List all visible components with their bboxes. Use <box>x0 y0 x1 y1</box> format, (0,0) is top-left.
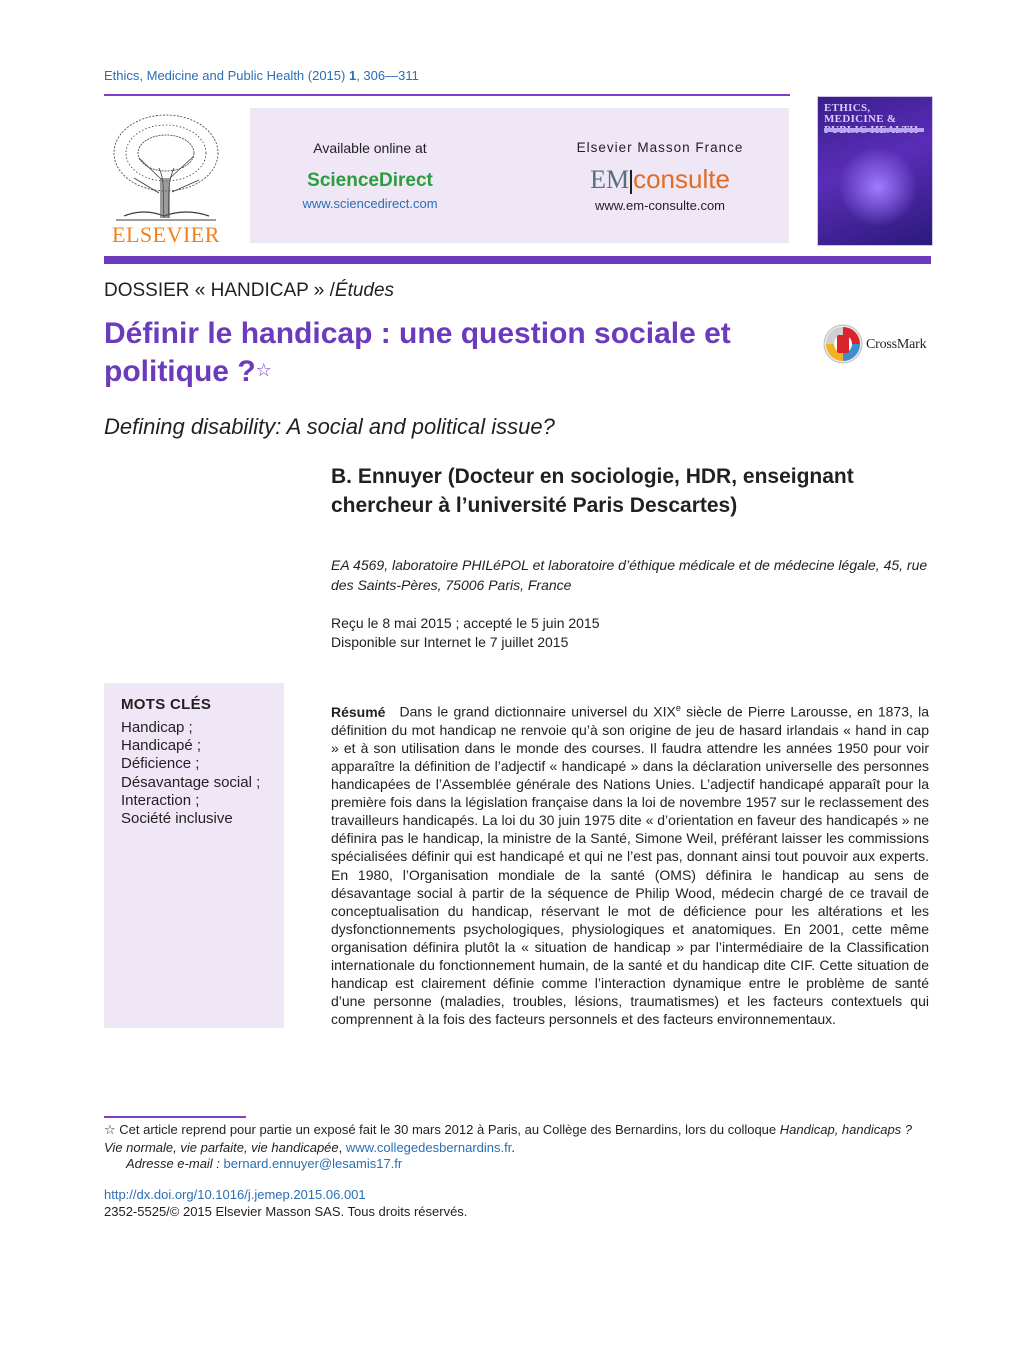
header-rule-top <box>104 94 790 96</box>
em-logo-divider <box>630 170 632 194</box>
emc-publisher-label: Elsevier Masson France <box>576 140 744 155</box>
cover-title: ETHICS, MEDICINE & <box>824 102 897 125</box>
journal-pages: , 306—311 <box>356 68 419 83</box>
journal-citation: Ethics, Medicine and Public Health (2015) <box>104 68 349 83</box>
author-affiliation: EA 4569, laboratoire PHILéPOL et laboratoire d’éthique médicale et de médecine légale, 45, rue des Saints-Pères, 75006 Paris, France <box>331 557 928 593</box>
issn-copyright: 2352-5525/© 2015 Elsevier Masson SAS. Tous droits réservés. <box>104 1204 468 1219</box>
bernardins-link[interactable]: www.collegedesbernardins.fr <box>345 1140 512 1155</box>
crossmark-label[interactable]: CrossMark <box>866 337 927 352</box>
received-accepted-dates: Reçu le 8 mai 2015 ; accepté le 5 juin 2015 <box>331 615 600 631</box>
keyword-item: Interaction ; <box>121 791 200 809</box>
keyword-item: Handicap ; <box>121 719 193 736</box>
section-label <box>104 280 394 302</box>
keyword-item: Société inclusive <box>121 810 233 828</box>
journal-reference[interactable] <box>104 68 419 83</box>
author-email-link[interactable]: bernard.ennuyer@lesamis17.fr <box>223 1156 403 1171</box>
footnote-text: Cet article reprend pour partie un exposé fait le 30 mars 2012 à Paris, au Collège des Bernardins, lors du colloque <box>115 1122 780 1137</box>
consulte-logo-part: consulte <box>633 164 730 194</box>
doi-link[interactable]: http://dx.doi.org/10.1016/j.jemep.2015.06.001 <box>104 1187 366 1202</box>
footnote-separator: , <box>338 1140 346 1155</box>
article-title <box>104 315 804 391</box>
footnote <box>104 1121 932 1157</box>
cover-graphic <box>838 147 918 227</box>
available-online-label: Available online at <box>313 140 427 156</box>
journal-volume: 1 <box>348 68 357 83</box>
title-footnote-mark[interactable]: ☆ <box>255 360 272 380</box>
email-label: Adresse e-mail : <box>126 1156 220 1171</box>
em-consulte-link[interactable]: www.em-consulte.com <box>594 198 726 213</box>
keyword-item: Déficience ; <box>121 755 200 773</box>
em-consulte-logo[interactable] <box>550 164 770 195</box>
keyword-item: Désavantage social ; <box>121 773 261 791</box>
header-rule-bottom <box>104 256 931 264</box>
email-line <box>126 1155 402 1173</box>
cover-subtitle-bar <box>824 128 924 132</box>
section-category: Études <box>334 280 395 301</box>
header-band <box>250 108 789 243</box>
footnote-rule <box>104 1116 246 1118</box>
em-logo-part: EM <box>590 165 630 194</box>
keywords-box <box>104 683 284 1028</box>
abstract-label: Résumé <box>331 703 386 720</box>
keywords-list <box>121 719 260 828</box>
abstract-superscript: e <box>675 703 681 713</box>
article-subtitle: Defining disability: A social and political issue? <box>104 414 555 439</box>
article-title-text: Définir le handicap : une question sociale et politique ? <box>104 317 731 388</box>
section-dossier: DOSSIER « HANDICAP » / <box>104 280 335 301</box>
article-dates <box>331 614 931 652</box>
keyword-item: Handicapé ; <box>121 737 202 755</box>
elsevier-wordmark: ELSEVIER <box>112 222 220 247</box>
online-availability-date: Disponible sur Internet le 7 juillet 2015 <box>331 634 569 650</box>
journal-cover-image[interactable] <box>817 96 933 246</box>
footnote-end: . <box>511 1140 515 1155</box>
keywords-heading: MOTS CLÉS <box>121 696 212 713</box>
author-line: B. Ennuyer (Docteur en sociologie, HDR, enseignant chercheur à l’université Paris Descartes) <box>331 465 854 517</box>
footnote-mark: ☆ <box>104 1122 116 1137</box>
abstract-text-start: Dans le grand dictionnaire universel du XIX <box>399 703 676 720</box>
colloque-title: Handicap, handicaps ? Vie normale, vie parfaite, vie handicapée <box>104 1122 913 1155</box>
sciencedirect-link[interactable]: www.sciencedirect.com <box>302 196 438 211</box>
sciencedirect-logo[interactable]: ScienceDirect <box>307 170 433 191</box>
abstract-text-body: siècle de Pierre Larousse, en 1873, la définition du mot handicap ne renvoie qu’à son origine de jeu de hasard irlandais « hand in cap » et à son utilisation dans le monde des courses. Il faudra attendre les années 1950 pour voir apparaître la définition de l’adjectif « handicapé » dans la déclaration universelle des personnes handicapées de l’Assemblée générale des Nations Unies. L’adjectif handicapé apparaît pour la première fois dans la législation française dans la loi de novembre 1957 sur le reclassement des travailleurs handicapés. La loi du 30 juin 1975 dite « d’orientation en faveur des handicapés » ne définira pas le handicap, la ministre de la Santé, Simone Weil, préférant laisser les commissions spécialisées définir qui est handicapé et qui ne l’est pas, donnant ainsi tout pouvoir aux experts. En 1980, l’Organisation mondiale de la santé (OMS) définira le handicap au sens de désavantage social à partir de la séquence de Philip Wood, médecin chargé de ce travail de conceptualisation du handicap, réservant le mot de déficience pour les altérations et les dysfonctionnements psychologiques, physiologiques et anatomiques. En 2001, cette même organisation définira plutôt la « situation de handicap » par l’intermédiaire de la Classification internationale du fonctionnement humain, de la santé et du handicap dite CIF. Cette situation de handicap est clairement définie comme l’interaction dynamique entre le problème de santé d’une personne (maladies, troubles, lésions, traumatismes) et les facteurs contextuels qui comprennent à la fois des facteurs personnels et des facteurs environnementaux. <box>331 703 929 1028</box>
abstract <box>331 699 929 1028</box>
